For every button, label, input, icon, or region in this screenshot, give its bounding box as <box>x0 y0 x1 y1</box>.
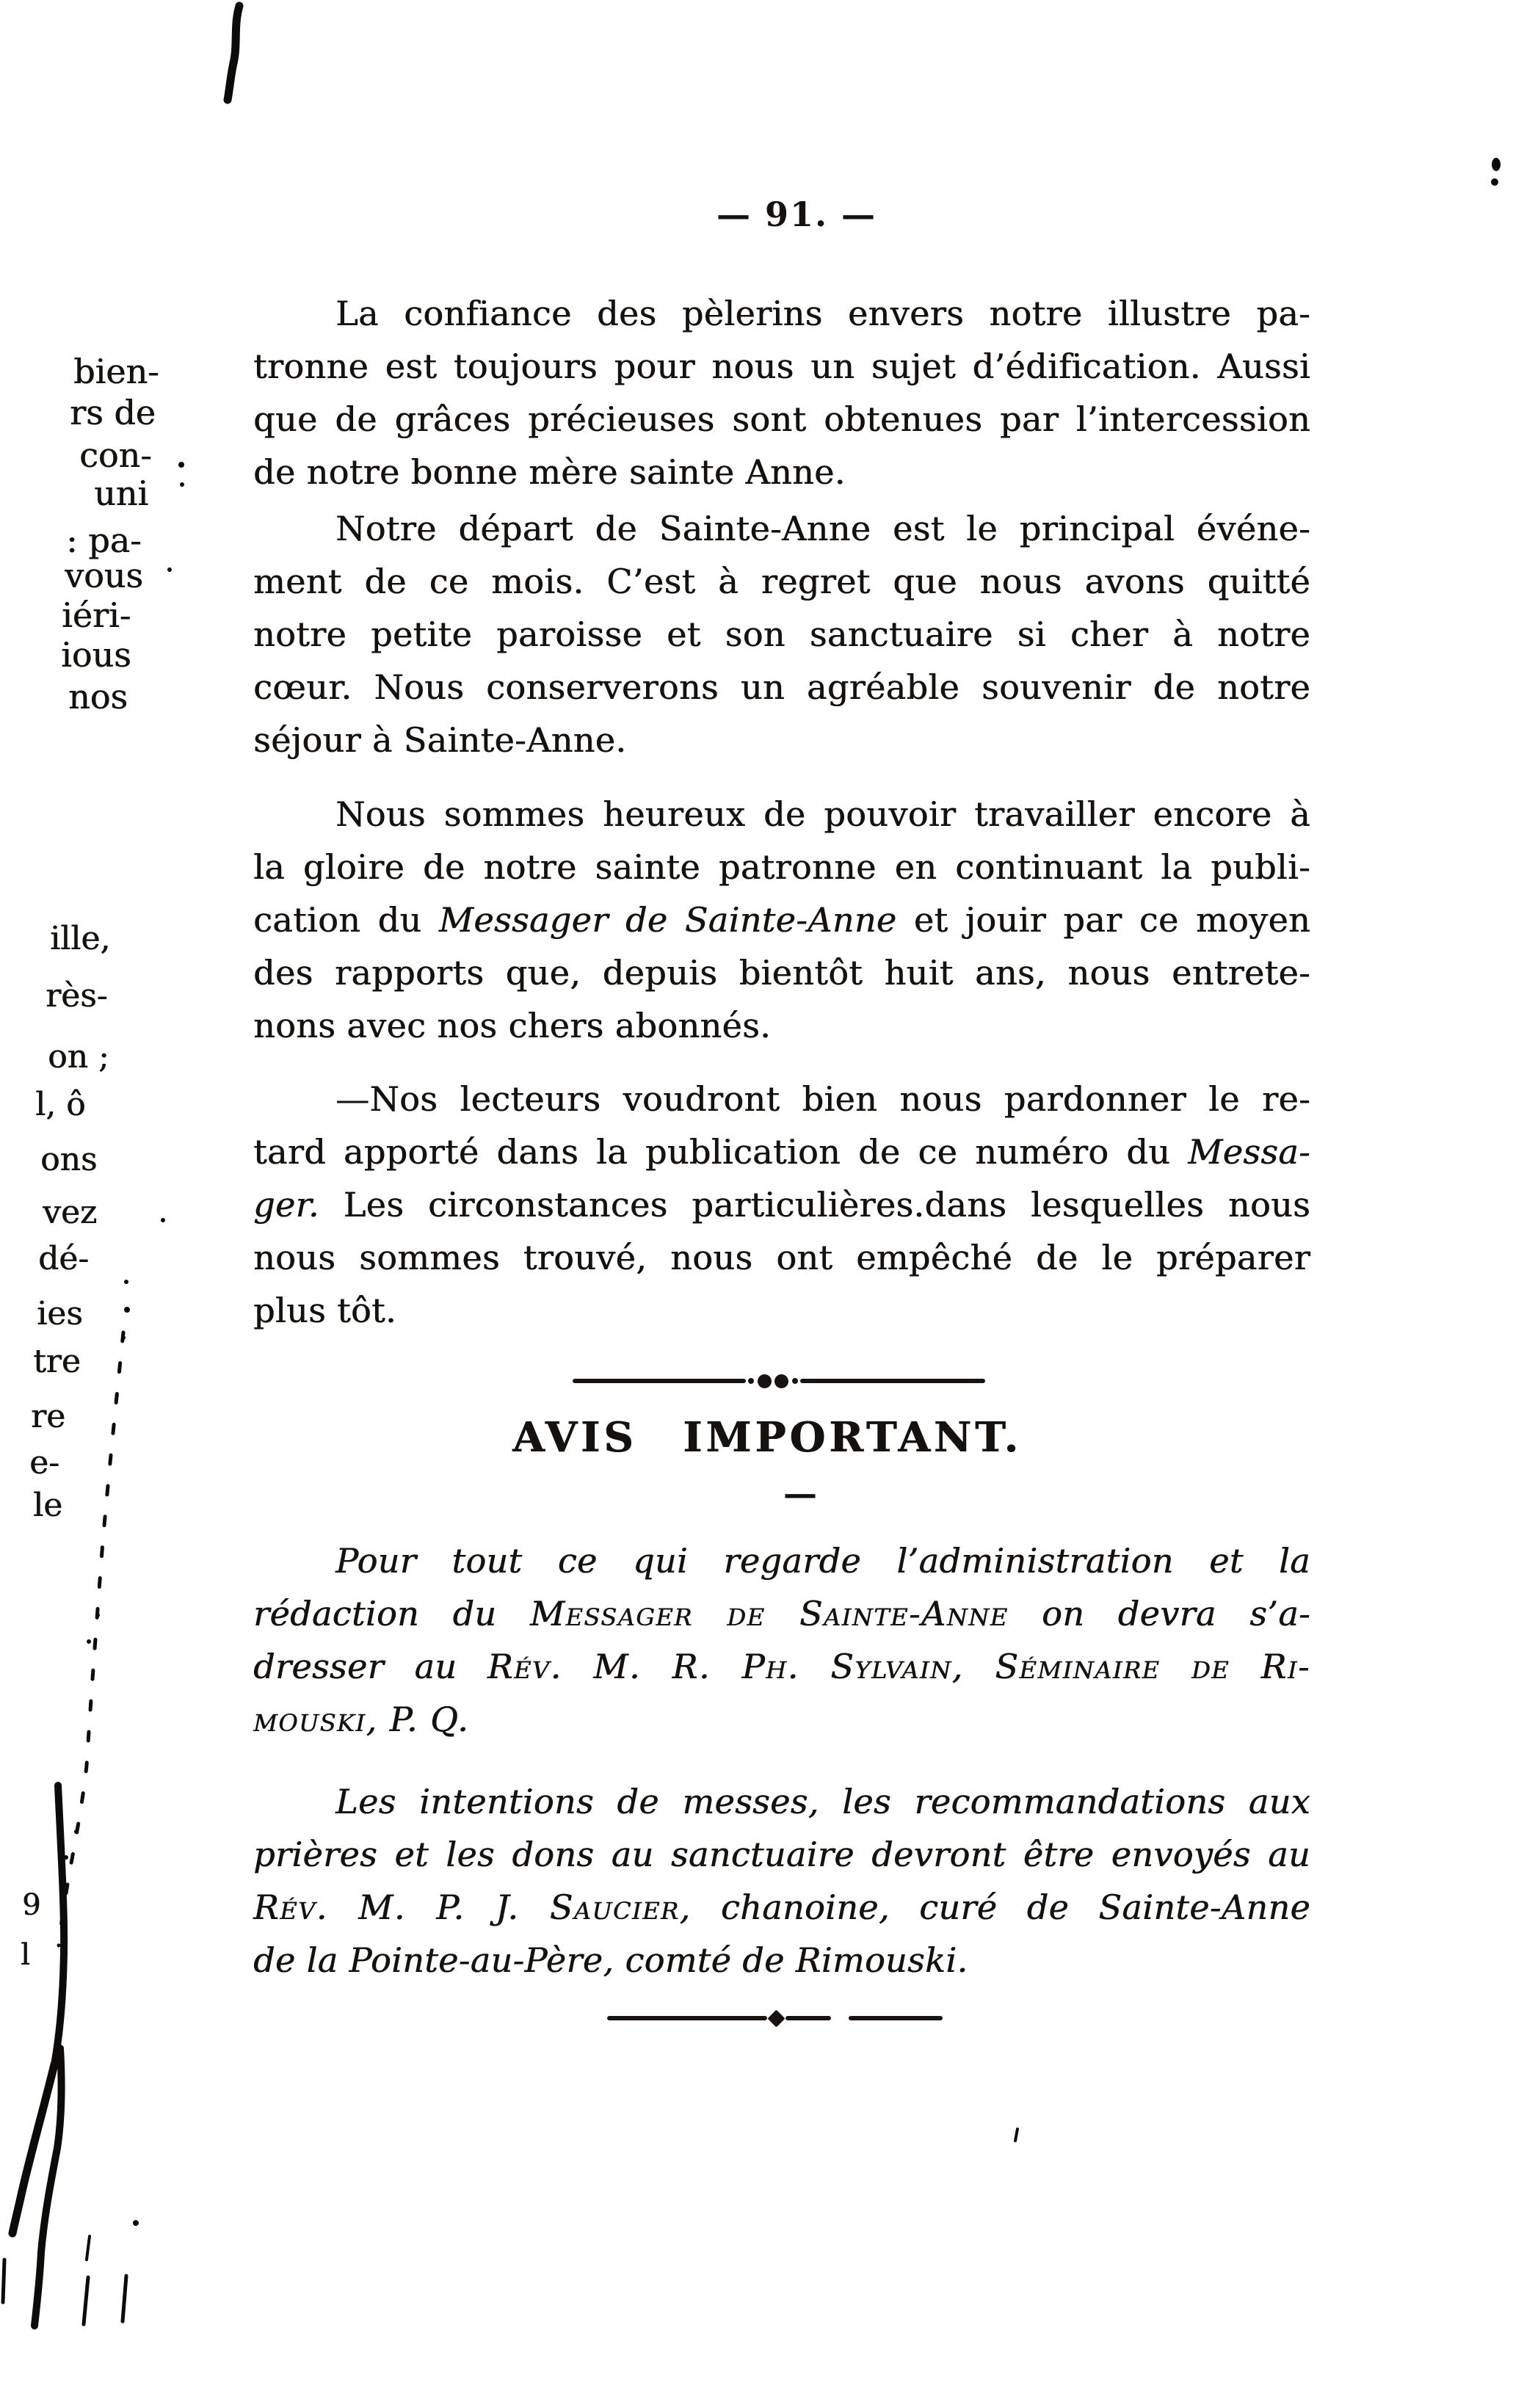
text-line: ment de ce mois. C’est à regret que nous avons quitté <box>253 562 1310 601</box>
section-title: AVIS IMPORTANT. <box>512 1413 1022 1462</box>
journal-title-smallcaps: Messager de Sainte-Anne <box>529 1594 1009 1633</box>
text-segment: dresser au <box>253 1647 487 1686</box>
place-name-smallcaps: mouski, P. Q. <box>253 1700 470 1739</box>
paragraph-5-notice <box>253 1534 1310 1746</box>
gutter-text-fragment: rs de <box>70 393 156 432</box>
text-line: Nous sommes heureux de pouvoir travailler encore à <box>335 794 1310 834</box>
text-line <box>253 1587 1310 1640</box>
text-line <box>253 1640 1310 1693</box>
divider-rule <box>849 2016 943 2020</box>
gutter-text-fragment: dé- <box>38 1240 90 1277</box>
text-segment: rédaction du <box>253 1594 530 1633</box>
gutter-text-fragment: e- <box>29 1444 59 1482</box>
divider-rule <box>573 1379 746 1383</box>
text-line: La confiance des pèlerins envers notre illustre pa- <box>335 294 1310 333</box>
text-segment: chanoine, curé de Sainte-Anne <box>691 1887 1310 1927</box>
gutter-text-fragment: bien- <box>73 352 159 391</box>
text-line: la gloire de notre sainte patronne en continuant la publi- <box>253 847 1310 887</box>
text-line: séjour à Sainte-Anne. <box>253 720 627 760</box>
text-line <box>253 1125 1310 1178</box>
text-line <box>253 1881 1310 1934</box>
gutter-text-fragment: re <box>31 1398 66 1435</box>
gutter-text-fragment: : pa- <box>66 521 142 560</box>
gutter-text-fragment: nos <box>68 677 128 717</box>
paragraph-3 <box>253 788 1310 1052</box>
person-name-smallcaps: Rév. M. R. Ph. Sylvain, Séminaire de Ri- <box>487 1647 1310 1686</box>
gutter-text-fragment: vous <box>65 556 143 595</box>
text-line: Notre départ de Sainte-Anne est le principal événe- <box>335 509 1310 548</box>
text-segment: on devra s’a- <box>1008 1594 1310 1633</box>
text-line: cœur. Nous conserverons un agréable souvenir de notre <box>253 667 1310 707</box>
gutter-text-fragment: on ; <box>48 1038 109 1076</box>
gutter-text-fragment: ious <box>61 635 131 675</box>
text-line: de la Pointe-au-Père, comté de Rimouski. <box>253 1940 968 1980</box>
end-divider <box>607 2010 943 2026</box>
divider-dot <box>792 1378 798 1384</box>
gutter-text-fragment: tre <box>33 1343 81 1380</box>
divider-diamond <box>767 2009 785 2027</box>
journal-title-italic: Messa- <box>1188 1132 1310 1172</box>
text-line: que de grâces précieuses sont obtenues par l’intercession <box>253 399 1310 439</box>
divider-gap <box>831 2016 849 2020</box>
divider-rule <box>800 1379 985 1383</box>
text-line: notre petite paroisse et son sanctuaire si cher à notre <box>253 614 1310 654</box>
gutter-text-fragment: le <box>33 1487 63 1524</box>
text-line: nous sommes trouvé, nous ont empêché de le préparer <box>253 1238 1310 1277</box>
gutter-text-fragment: 9 <box>22 1888 41 1922</box>
text-segment: cation du <box>253 900 439 940</box>
gutter-text-fragment: vez <box>43 1194 98 1231</box>
paragraph-1 <box>253 287 1310 498</box>
text-line: —Nos lecteurs voudront bien nous pardonner le re- <box>335 1079 1310 1119</box>
gutter-text-fragment: ies <box>37 1295 83 1332</box>
gutter-text-fragment: l, ô <box>35 1086 86 1123</box>
gutter-text-fragment: ille, <box>50 920 111 957</box>
text-line: nons avec nos chers abonnés. <box>253 1006 772 1045</box>
text-line: de notre bonne mère sainte Anne. <box>253 452 846 492</box>
text-line <box>253 893 1310 946</box>
text-segment: tard apporté dans la publication de ce numéro du <box>253 1132 1189 1172</box>
journal-title-italic: ger. <box>253 1185 319 1225</box>
ornamental-divider <box>573 1373 985 1389</box>
divider-bead <box>758 1374 772 1388</box>
text-segment: Les circonstances particulières.dans lesquelles nous <box>319 1185 1310 1225</box>
text-segment: et jouir par ce moyen <box>896 900 1310 940</box>
paragraph-4 <box>253 1073 1310 1337</box>
gutter-text-fragment: rès- <box>46 977 108 1015</box>
text-line: plus tôt. <box>253 1291 396 1330</box>
text-line <box>253 1178 1310 1231</box>
person-name-smallcaps: Rév. M. P. J. Saucier, <box>253 1887 692 1927</box>
gutter-text-fragment: con- <box>79 435 152 475</box>
text-line: Les intentions de messes, les recommandations aux <box>335 1782 1310 1821</box>
divider-rule <box>607 2016 767 2020</box>
text-line: des rapports que, depuis bientôt huit ans, nous entrete- <box>253 953 1310 993</box>
text-line: tronne est toujours pour nous un sujet d’édification. Aussi <box>253 347 1310 386</box>
gutter-text-fragment: uni <box>94 474 148 513</box>
divider-dot <box>748 1378 754 1384</box>
gutter-text-fragment: iéri- <box>62 595 131 635</box>
paragraph-6-notice <box>253 1775 1310 1987</box>
gutter-text-fragment: l <box>21 1938 30 1972</box>
paragraph-2 <box>253 502 1310 766</box>
page-number: — 91. — <box>716 195 877 234</box>
text-line: prières et les dons au sanctuaire devront être envoyés au <box>253 1835 1310 1874</box>
journal-title-italic: Messager de Sainte-Anne <box>438 900 897 940</box>
divider-bead <box>774 1374 788 1388</box>
text-line <box>253 1693 1310 1746</box>
section-title-dash: — <box>783 1473 817 1513</box>
gutter-text-fragment: ons <box>40 1141 98 1178</box>
text-line: Pour tout ce qui regarde l’administration et la <box>335 1541 1310 1581</box>
divider-rule <box>785 2016 831 2020</box>
